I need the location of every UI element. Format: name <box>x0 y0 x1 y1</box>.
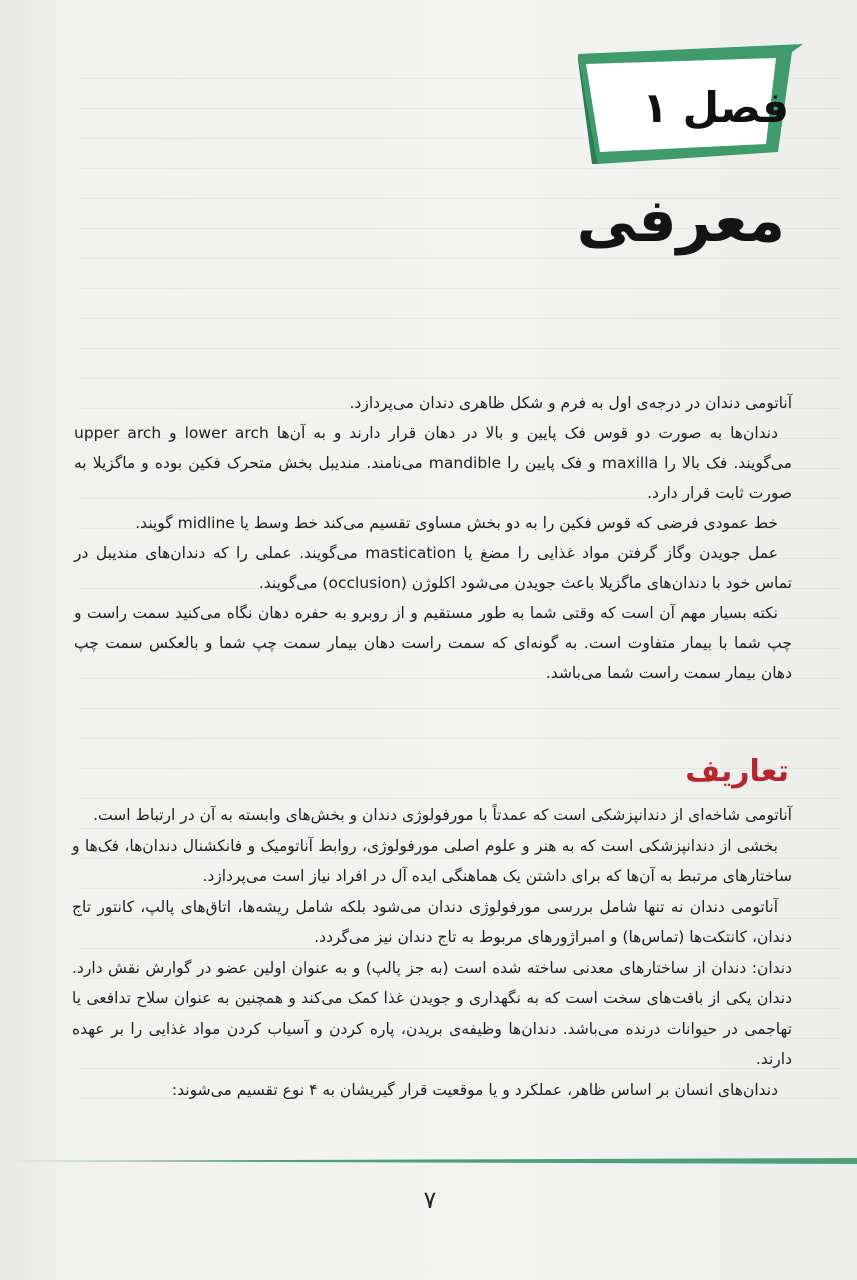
definitions-heading: تعاریف <box>685 754 789 789</box>
page-number: ۷ <box>423 1186 437 1214</box>
definition-paragraph: دندان‌های انسان بر اساس ظاهر، عملکرد و یا موقعیت قرار گیریشان به ۴ نوع تقسیم می‌شوند: <box>171 1080 778 1099</box>
definition-paragraph: آناتومی دندان نه تنها شامل بررسی مورفولوژی دندان می‌شود بلکه شامل ریشه‌ها، اتاق‌های پالپ، کانتور تاج دندان، کانتکت‌ها (تماس‌ها) و امبراژورهای مربوط به تاج دندان نیز می‌گردد. <box>72 897 792 946</box>
footer-rule-line <box>8 1158 857 1164</box>
intro-paragraph: نکته بسیار مهم آن است که وقتی شما به طور مستقیم و از روبرو به حفره دهان نگاه می‌کنید سمت راست و چپ شما با بیمار متفاوت است. به گونه‌ای که سمت راست دهان بیمار سمت چپ شما و بالعکس سمت چپ دهان بیمار سمت راست شما می‌باشد. <box>74 604 792 682</box>
definition-paragraph: بخشی از دندانپزشکی است که به هنر و علوم اصلی مورفولوژی، روابط آناتومیک و فانکشنال دندان‌ها، فک‌ها و ساختارهای مرتبط به آن‌ها که برای داشتن یک هماهنگی ایده آل در افراد نیاز است می‌پردازد. <box>72 836 792 885</box>
intro-paragraph: خط عمودی فرضی که قوس فکین را به دو بخش مساوی تقسیم می‌کند خط وسط یا midline گویند. <box>135 514 778 532</box>
definition-paragraph: دندان: دندان از ساختارهای معدنی ساخته شده است (به جز پالپ) و به عنوان اولین عضو در گوارش نقش دارد. دندان یکی از بافت‌های سخت است که به نگهداری و جویدن غذا کمک می‌کند و همچنین به عنوان سلاح تدافعی یا تهاجمی در حیوانات درنده می‌باشد. دندان‌ها وظیفه‌ی بریدن، پاره کردن و آسیاب کردن مواد غذایی را بر عهده دارند. <box>72 958 792 1068</box>
definition-paragraph: آناتومی شاخه‌ای از دندانپزشکی است که عمدتاً با مورفولوژی دندان و بخش‌های وابسته به آن در ارتباط است. <box>93 806 792 824</box>
intro-paragraph: دندان‌ها به صورت دو قوس فک پایین و بالا در دهان قرار دارند و به آن‌ها lower arch و upper arch می‌گویند. فک بالا را maxilla و فک پایین را mandible می‌نامند. مندیبل بخش متحرک فکین بوده و ماگزیلا به صورت ثابت قرار دارد. <box>74 424 792 502</box>
footer-rule <box>8 1158 857 1164</box>
intro-text <box>74 388 792 688</box>
intro-paragraph: عمل جویدن وگاز گرفتن مواد غذایی را مضغ یا mastication می‌گویند. عملی را که دندان‌های مندیبل در تماس خود با دندان‌های ماگزیلا باعث جویدن می‌شود اکلوژن (occlusion) می‌گویند. <box>74 544 792 592</box>
chapter-title: معرفی <box>576 186 785 256</box>
chapter-number: فصل ۱ <box>642 83 789 132</box>
intro-paragraph: آناتومی دندان در درجه‌ی اول به فرم و شکل ظاهری دندان می‌پردازد. <box>349 394 792 412</box>
definitions-text <box>72 800 792 1105</box>
